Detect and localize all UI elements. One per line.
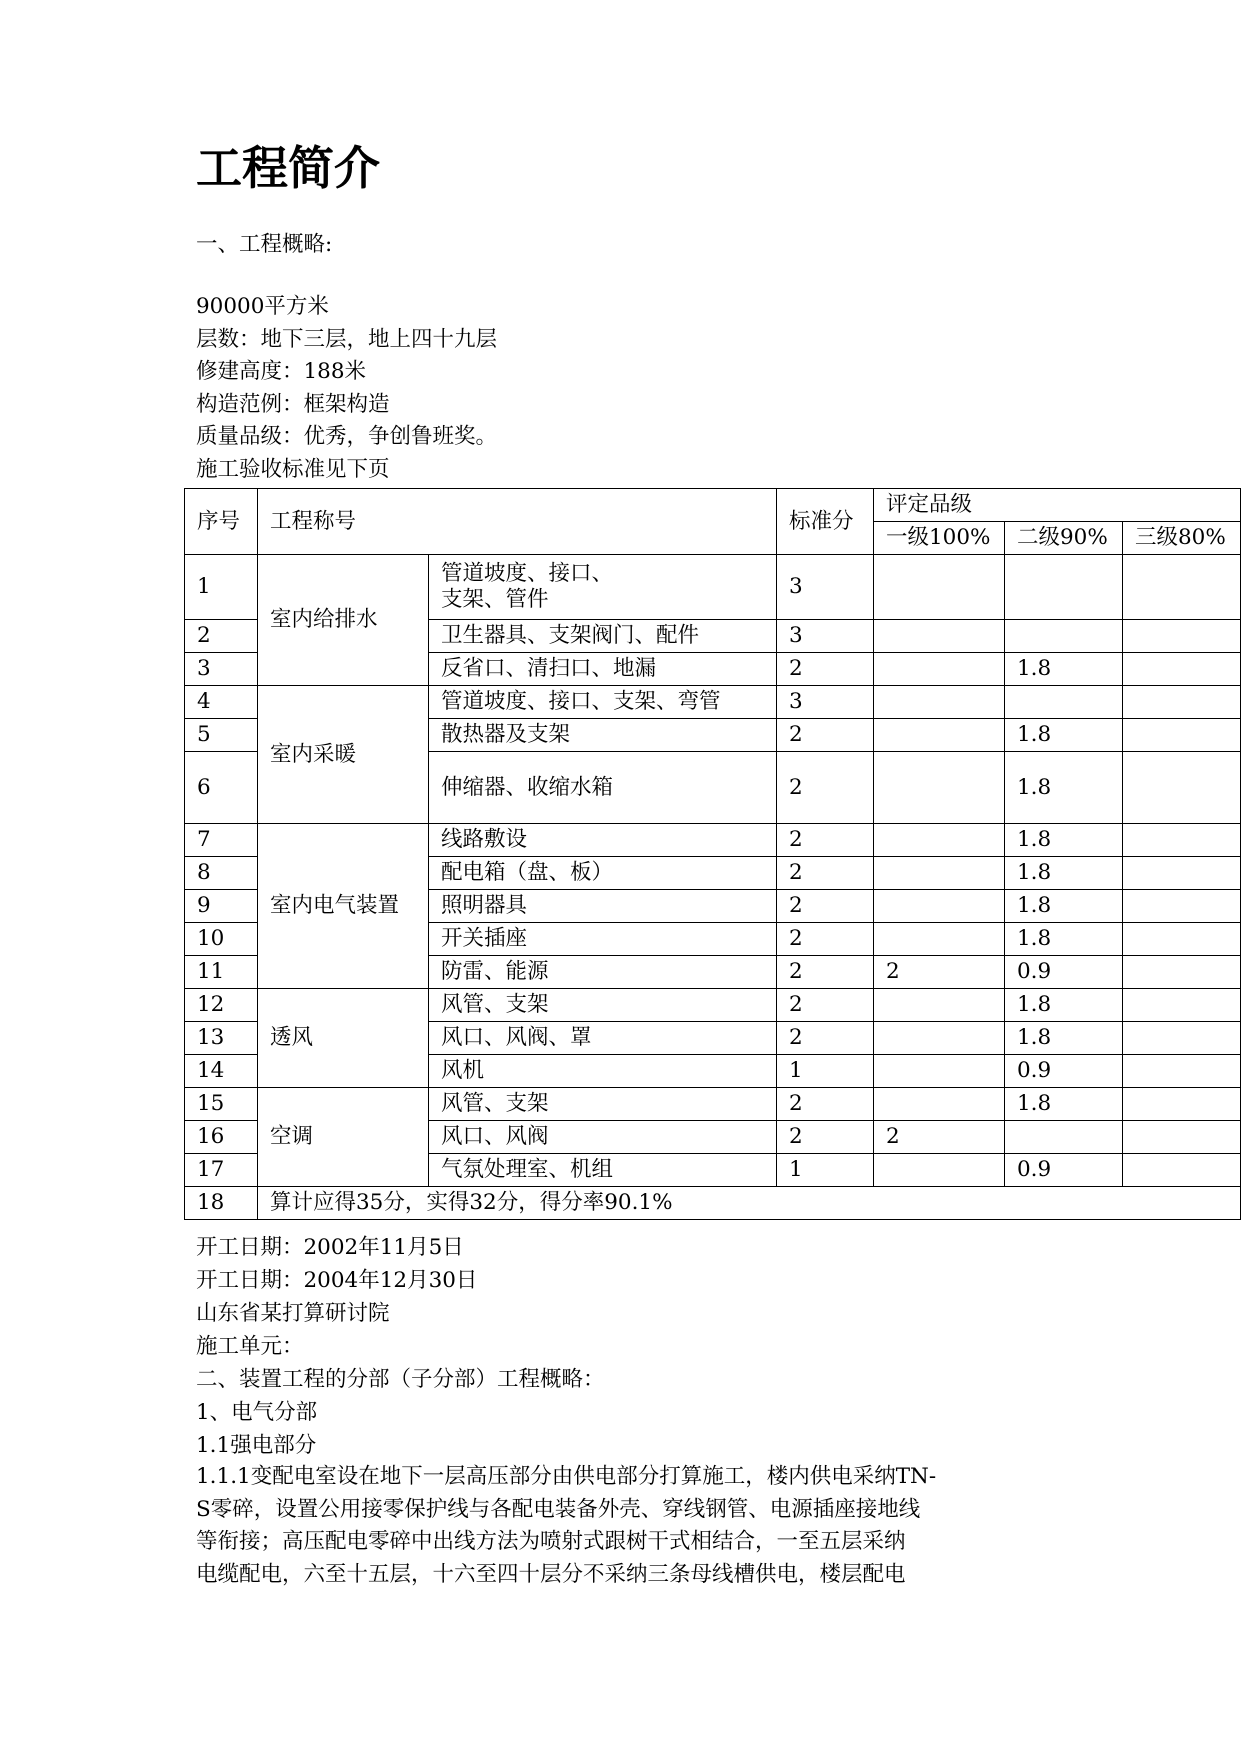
paragraph-line: 等衔接；高压配电零碎中出线方法为喷射式跟树干式相结合，一至五层采纳 [196,1529,906,1554]
table-row [185,989,1241,1022]
standard-score: 1 [777,1055,874,1088]
header-grade: 评定品级 [874,489,1241,522]
grade-1-score [874,1154,1005,1187]
table-row [185,1088,1241,1121]
grade-2-score: 1.8 [1005,989,1123,1022]
score-table [184,488,1241,1220]
row-number: 9 [185,890,258,923]
row-number: 6 [185,752,258,824]
table-row [185,686,1241,719]
grade-3-score [1123,1022,1241,1055]
standard-score: 1 [777,1154,874,1187]
grade-2-score [1005,686,1123,719]
standard-score: 2 [777,923,874,956]
standard-score: 2 [777,752,874,824]
grade-1-score [874,719,1005,752]
paragraph-line: 1.1.1变配电室设在地下一层高压部分由供电部分打算施工，楼内供电采纳TN- [196,1464,937,1489]
grade-3-score [1123,989,1241,1022]
grade-3-score [1123,752,1241,824]
quality-text: 质量品级：优秀，争创鲁班奖。 [196,424,498,449]
item-name [429,857,777,890]
item-name [429,1088,777,1121]
item-name-line: 风机 [441,1058,485,1083]
grade-2-score: 0.9 [1005,956,1123,989]
standard-score: 2 [777,989,874,1022]
grade-2-score: 1.8 [1005,857,1123,890]
grade-1-score [874,857,1005,890]
grade-2-score: 1.8 [1005,653,1123,686]
grade-1-score [874,1088,1005,1121]
standard-score: 2 [777,1088,874,1121]
grade-3-score [1123,923,1241,956]
item-name [429,620,777,653]
category-name: 透风 [258,989,429,1088]
item-name [429,653,777,686]
standard-score: 3 [777,686,874,719]
row-number: 12 [185,989,258,1022]
grade-1-score [874,752,1005,824]
item-name [429,686,777,719]
grade-2-score [1005,555,1123,620]
grade-1-score: 2 [874,1121,1005,1154]
row-number: 5 [185,719,258,752]
row-number: 13 [185,1022,258,1055]
category-name: 室内采暖 [258,686,429,824]
item-name-line: 风口、风阀 [441,1124,549,1149]
grade-1-score [874,686,1005,719]
item-name-line: 散热器及支架 [441,722,571,747]
item-name-line: 气氛处理室、机组 [441,1157,614,1182]
item-name-line: 防雷、能源 [441,959,549,984]
item-name [429,923,777,956]
grade-2-score [1005,1121,1123,1154]
height-text: 修建高度：188米 [196,359,367,384]
grade-3-score [1123,824,1241,857]
item-name-line: 风口、风阀、罩 [441,1025,592,1050]
grade-1-score [874,555,1005,620]
grade-1-score: 2 [874,956,1005,989]
section-heading-overview: 一、工程概略: [196,232,333,257]
grade-3-score [1123,956,1241,989]
row-number: 14 [185,1055,258,1088]
row-number: 1 [185,555,258,620]
standard-score: 2 [777,857,874,890]
header-grade-1: 一级100% [874,522,1005,555]
header-no: 序号 [185,489,258,555]
grade-3-score [1123,719,1241,752]
standard-score: 3 [777,620,874,653]
item-name [429,1121,777,1154]
design-institute: 山东省某打算研讨院 [196,1301,390,1326]
category-name: 室内给排水 [258,555,429,686]
grade-3-score [1123,686,1241,719]
grade-3-score [1123,620,1241,653]
standard-score: 2 [777,824,874,857]
item-name-line: 反省口、清扫口、地漏 [441,656,657,681]
section-heading-install: 二、装置工程的分部（子分部）工程概略： [196,1367,605,1392]
grade-2-score: 1.8 [1005,824,1123,857]
row-number: 16 [185,1121,258,1154]
grade-2-score: 0.9 [1005,1055,1123,1088]
item-name [429,824,777,857]
row-number: 8 [185,857,258,890]
floors-text: 层数：地下三层，地上四十九层 [196,327,498,352]
structure-text: 构造范例：框架构造 [196,392,390,417]
item-name-line: 配电箱（盘、板） [441,860,614,885]
grade-3-score [1123,1088,1241,1121]
item-name-line: 风管、支架 [441,1091,549,1116]
grade-3-score [1123,555,1241,620]
standard-score: 2 [777,1121,874,1154]
item-name-line: 伸缩器、收缩水箱 [441,774,614,800]
grade-3-score [1123,1121,1241,1154]
grade-1-score [874,620,1005,653]
row-number: 18 [185,1187,258,1220]
item-name [429,989,777,1022]
row-number: 4 [185,686,258,719]
grade-3-score [1123,890,1241,923]
row-number: 11 [185,956,258,989]
standard-score: 2 [777,719,874,752]
item-name-line: 管道坡度、接口、 [441,561,614,586]
body-paragraph [196,1461,1036,1591]
grade-2-score: 1.8 [1005,1022,1123,1055]
grade-3-score [1123,857,1241,890]
grade-2-score: 1.8 [1005,1088,1123,1121]
item-name-line: 照明器具 [441,893,528,918]
table-row [185,555,1241,620]
item-name [429,555,777,620]
grade-2-score: 1.8 [1005,719,1123,752]
item-name-line: 开关插座 [441,926,528,951]
category-name: 室内电气装置 [258,824,429,989]
table-row [185,824,1241,857]
item-name [429,956,777,989]
item-name-line: 管道坡度、接口、支架、弯管 [441,689,721,714]
item-name [429,719,777,752]
paragraph-line: 电缆配电，六至十五层，十六至四十层分不采纳三条母线槽供电，楼层配电 [196,1561,906,1587]
header-grade-3: 三级80% [1123,522,1241,555]
grade-1-score [874,890,1005,923]
standard-score: 2 [777,890,874,923]
row-number: 15 [185,1088,258,1121]
grade-1-score [874,989,1005,1022]
table-header-row [185,489,1241,522]
item-name-line: 卫生器具、支架阀门、配件 [441,623,700,648]
grade-2-score: 1.8 [1005,890,1123,923]
summary-text: 算计应得35分，实得32分，得分率90.1% [258,1187,1241,1220]
grade-1-score [874,923,1005,956]
summary-row [185,1187,1241,1220]
grade-2-score: 1.8 [1005,752,1123,824]
item-name [429,890,777,923]
grade-1-score [874,1055,1005,1088]
item-name-line: 支架、管件 [441,587,549,612]
area-text: 90000平方米 [196,294,329,319]
header-name: 工程称号 [258,489,777,555]
standard-score: 2 [777,956,874,989]
standard-score: 2 [777,1022,874,1055]
standard-text: 施工验收标准见下页 [196,457,390,482]
end-date: 开工日期：2004年12月30日 [196,1268,478,1293]
construction-unit: 施工单元： [196,1334,304,1359]
row-number: 7 [185,824,258,857]
row-number: 2 [185,620,258,653]
item-name [429,1154,777,1187]
item-name-line: 风管、支架 [441,992,549,1017]
subsection-electrical: 1、电气分部 [196,1400,318,1425]
grade-1-score [874,824,1005,857]
category-name: 空调 [258,1088,429,1187]
item-name [429,752,777,824]
item-name [429,1022,777,1055]
standard-score: 3 [777,555,874,620]
paragraph-line: S零碎，设置公用接零保护线与各配电装备外壳、穿线钢管、电源插座接地线 [196,1496,921,1522]
standard-score: 2 [777,653,874,686]
subsection-strong-current: 1.1强电部分 [196,1433,317,1458]
header-standard: 标准分 [777,489,874,555]
item-name [429,1055,777,1088]
grade-1-score [874,1022,1005,1055]
page-title: 工程简介 [196,141,380,195]
grade-3-score [1123,653,1241,686]
grade-3-score [1123,1055,1241,1088]
grade-2-score: 1.8 [1005,923,1123,956]
grade-3-score [1123,1154,1241,1187]
grade-1-score [874,653,1005,686]
row-number: 10 [185,923,258,956]
grade-2-score: 0.9 [1005,1154,1123,1187]
start-date: 开工日期：2002年11月5日 [196,1235,464,1260]
row-number: 3 [185,653,258,686]
header-grade-2: 二级90% [1005,522,1123,555]
row-number: 17 [185,1154,258,1187]
item-name-line: 线路敷设 [441,827,528,852]
grade-2-score [1005,620,1123,653]
